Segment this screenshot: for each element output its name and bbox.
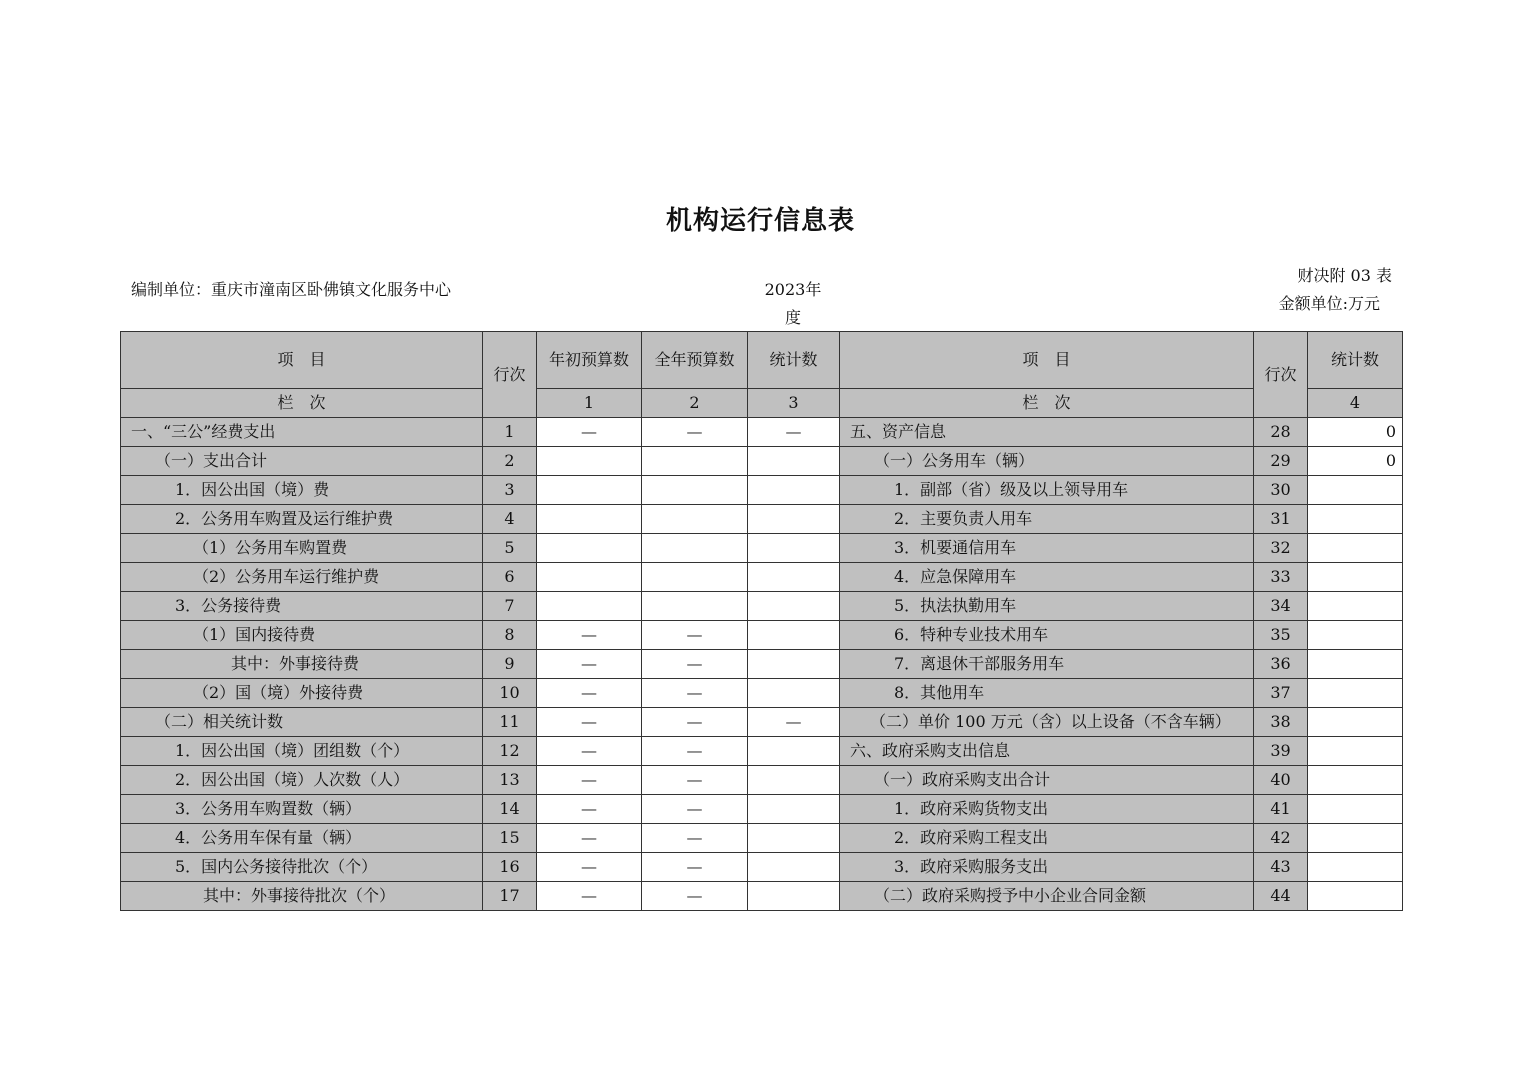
table-row [121,534,1403,563]
column-label-right: 栏 次 [840,389,1254,418]
annual-budget-cell: — [642,824,748,853]
left-item-label: （2）国（境）外接待费 [121,679,483,708]
table-row [121,418,1403,447]
initial-budget-cell [537,534,642,563]
left-row-number: 2 [483,447,537,476]
right-stat-cell [1308,795,1403,824]
report-year: 2023年度 [764,280,822,327]
initial-budget-cell: — [537,708,642,737]
right-stat-cell [1308,592,1403,621]
right-stat-cell [1308,650,1403,679]
left-item-label: （2）公务用车运行维护费 [121,563,483,592]
column-index-3: 3 [748,389,840,418]
right-row-number: 43 [1254,853,1308,882]
initial-budget-cell [537,592,642,621]
column-index-row [121,389,1403,418]
column-index-1: 1 [537,389,642,418]
initial-budget-cell [537,447,642,476]
right-row-number: 35 [1254,621,1308,650]
initial-budget-cell [537,563,642,592]
annual-budget-cell: — [642,418,748,447]
right-item-label: （一）公务用车（辆） [840,447,1254,476]
left-row-number: 10 [483,679,537,708]
table-row [121,621,1403,650]
table-row [121,824,1403,853]
right-item-label: 5．执法执勤用车 [840,592,1254,621]
right-stat-cell [1308,679,1403,708]
left-row-number: 9 [483,650,537,679]
right-row-number: 36 [1254,650,1308,679]
right-item-label: 1．副部（省）级及以上领导用车 [840,476,1254,505]
right-row-number: 38 [1254,708,1308,737]
left-row-number: 17 [483,882,537,911]
left-stat-cell [748,534,840,563]
header-row-no-right: 行次 [1254,332,1308,418]
right-item-label: 2．政府采购工程支出 [840,824,1254,853]
table-row [121,737,1403,766]
table-row [121,650,1403,679]
annual-budget-cell: — [642,853,748,882]
right-item-label: 五、资产信息 [840,418,1254,447]
header-annual-budget: 全年预算数 [642,332,748,389]
right-item-label: （二）单价 100 万元（含）以上设备（不含车辆） [840,708,1254,737]
left-row-number: 11 [483,708,537,737]
initial-budget-cell: — [537,795,642,824]
compiling-unit: 编制单位：重庆市潼南区卧佛镇文化服务中心 [131,280,452,299]
left-stat-cell: — [748,418,840,447]
left-stat-cell: — [748,708,840,737]
right-stat-cell [1308,505,1403,534]
left-item-label: （二）相关统计数 [121,708,483,737]
money-unit: 金额单位:万元 [1278,294,1380,313]
header-item-left: 项 目 [121,332,483,389]
right-stat-cell [1308,534,1403,563]
left-row-number: 6 [483,563,537,592]
form-number: 财决附 03 表 [1297,266,1392,285]
right-stat-cell [1308,737,1403,766]
left-item-label: 2．因公出国（境）人次数（人） [121,766,483,795]
table-row [121,505,1403,534]
right-row-number: 30 [1254,476,1308,505]
annual-budget-cell: — [642,708,748,737]
institution-operation-table [120,331,1403,911]
right-item-label: 六、政府采购支出信息 [840,737,1254,766]
left-stat-cell [748,592,840,621]
header-row-no-left: 行次 [483,332,537,418]
initial-budget-cell [537,476,642,505]
left-row-number: 8 [483,621,537,650]
annual-budget-cell: — [642,650,748,679]
right-row-number: 32 [1254,534,1308,563]
header-stat-left: 统计数 [748,332,840,389]
left-item-label: 2．公务用车购置及运行维护费 [121,505,483,534]
left-item-label: 3．公务用车购置数（辆） [121,795,483,824]
annual-budget-cell: — [642,795,748,824]
left-stat-cell [748,650,840,679]
right-stat-cell [1308,621,1403,650]
annual-budget-cell [642,534,748,563]
column-index-2: 2 [642,389,748,418]
left-stat-cell [748,737,840,766]
left-stat-cell [748,824,840,853]
table-row [121,592,1403,621]
initial-budget-cell: — [537,824,642,853]
left-item-label: 1．因公出国（境）团组数（个） [121,737,483,766]
table-row [121,476,1403,505]
table-row [121,853,1403,882]
header-row [121,332,1403,389]
initial-budget-cell: — [537,621,642,650]
right-stat-cell: 0 [1308,447,1403,476]
right-item-label: （二）政府采购授予中小企业合同金额 [840,882,1254,911]
left-item-label: 一、“三公”经费支出 [121,418,483,447]
table-row [121,679,1403,708]
initial-budget-cell: — [537,853,642,882]
left-item-label: （1）公务用车购置费 [121,534,483,563]
annual-budget-cell [642,476,748,505]
table-row [121,447,1403,476]
right-item-label: 4．应急保障用车 [840,563,1254,592]
initial-budget-cell: — [537,737,642,766]
left-item-label: （一）支出合计 [121,447,483,476]
right-stat-cell [1308,766,1403,795]
initial-budget-cell: — [537,650,642,679]
left-stat-cell [748,766,840,795]
left-row-number: 3 [483,476,537,505]
left-stat-cell [748,563,840,592]
left-stat-cell [748,679,840,708]
right-stat-cell [1308,563,1403,592]
right-row-number: 34 [1254,592,1308,621]
left-row-number: 7 [483,592,537,621]
left-row-number: 4 [483,505,537,534]
annual-budget-cell [642,592,748,621]
header-item-right: 项 目 [840,332,1254,389]
initial-budget-cell: — [537,882,642,911]
right-item-label: （一）政府采购支出合计 [840,766,1254,795]
annual-budget-cell: — [642,737,748,766]
table-row [121,766,1403,795]
left-stat-cell [748,447,840,476]
left-row-number: 1 [483,418,537,447]
left-stat-cell [748,882,840,911]
right-item-label: 2．主要负责人用车 [840,505,1254,534]
right-stat-cell [1308,853,1403,882]
right-item-label: 3．机要通信用车 [840,534,1254,563]
right-stat-cell [1308,476,1403,505]
left-row-number: 12 [483,737,537,766]
left-item-label: 3．公务接待费 [121,592,483,621]
right-stat-cell [1308,824,1403,853]
right-row-number: 39 [1254,737,1308,766]
initial-budget-cell: — [537,418,642,447]
right-stat-cell: 0 [1308,418,1403,447]
column-label-left: 栏 次 [121,389,483,418]
left-stat-cell [748,853,840,882]
left-stat-cell [748,621,840,650]
left-item-label: （1）国内接待费 [121,621,483,650]
left-item-label: 其中：外事接待批次（个） [121,882,483,911]
annual-budget-cell [642,505,748,534]
left-stat-cell [748,795,840,824]
right-row-number: 29 [1254,447,1308,476]
right-row-number: 31 [1254,505,1308,534]
header-stat-right: 统计数 [1308,332,1403,389]
right-row-number: 41 [1254,795,1308,824]
annual-budget-cell [642,447,748,476]
annual-budget-cell: — [642,882,748,911]
right-item-label: 3．政府采购服务支出 [840,853,1254,882]
left-row-number: 16 [483,853,537,882]
left-stat-cell [748,476,840,505]
right-row-number: 42 [1254,824,1308,853]
right-row-number: 33 [1254,563,1308,592]
right-item-label: 1．政府采购货物支出 [840,795,1254,824]
annual-budget-cell: — [642,621,748,650]
left-row-number: 13 [483,766,537,795]
left-item-label: 4．公务用车保有量（辆） [121,824,483,853]
left-row-number: 5 [483,534,537,563]
initial-budget-cell: — [537,679,642,708]
left-item-label: 其中：外事接待费 [121,650,483,679]
right-item-label: 6．特种专业技术用车 [840,621,1254,650]
right-item-label: 7．离退休干部服务用车 [840,650,1254,679]
table-row [121,795,1403,824]
annual-budget-cell: — [642,679,748,708]
right-row-number: 40 [1254,766,1308,795]
right-row-number: 37 [1254,679,1308,708]
right-stat-cell [1308,882,1403,911]
right-row-number: 28 [1254,418,1308,447]
left-row-number: 15 [483,824,537,853]
table-row [121,563,1403,592]
table-row [121,882,1403,911]
right-row-number: 44 [1254,882,1308,911]
right-item-label: 8．其他用车 [840,679,1254,708]
left-item-label: 1．因公出国（境）费 [121,476,483,505]
right-stat-cell [1308,708,1403,737]
initial-budget-cell [537,505,642,534]
left-stat-cell [748,505,840,534]
table-row [121,708,1403,737]
header-initial-budget: 年初预算数 [537,332,642,389]
page-title: 机构运行信息表 [665,206,855,236]
annual-budget-cell: — [642,766,748,795]
initial-budget-cell: — [537,766,642,795]
column-index-4: 4 [1308,389,1403,418]
left-item-label: 5．国内公务接待批次（个） [121,853,483,882]
left-row-number: 14 [483,795,537,824]
annual-budget-cell [642,563,748,592]
